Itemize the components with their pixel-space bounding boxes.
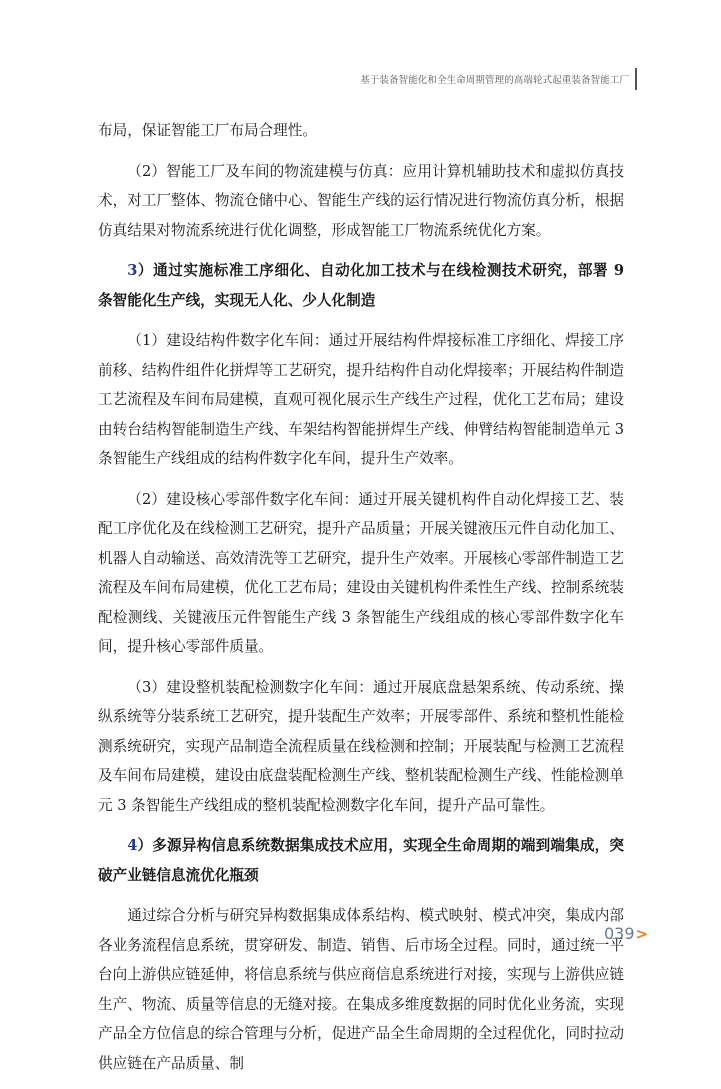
paragraph-core-parts-workshop: （2）建设核心零部件数字化车间：通过开展关键机构件自动化焊接工艺、装配工序优化及在线检测工艺研究，提升产品质量；开展关键液压元件自动化加工、机器人自动输送、高效清洗等工艺研究，提升生产效率。开展核心零部件制造工艺流程及车间布局建模，优化工艺布局；建设由关键机构件柔性生产线、控制系统装配检测线、关键液压元件智能生产线 3 条智能生产线组成的核心零部件数字化车间，提升核心零部件质量。: [98, 490, 624, 655]
page-number-value: 039: [604, 924, 635, 943]
heading-number: 3: [127, 262, 138, 279]
running-header-title: 基于装备智能化和全生命周期管理的高端轮式起重装备智能工厂: [360, 75, 629, 86]
paragraph-continuation: 布局，保证智能工厂布局合理性。: [98, 122, 317, 139]
header-divider-bar: [635, 68, 637, 90]
section-heading-3: [98, 256, 624, 315]
running-header: [360, 68, 637, 90]
heading-number: 4: [127, 837, 138, 854]
page-body: [98, 116, 624, 1089]
paragraph-data-integration: 通过综合分析与研究异构数据集成体系结构、模式映射、模式冲突，集成内部各业务流程信息系统，贯穿研发、制造、销售、后市场全过程。同时，通过统一平台向上游供应链延伸，将信息系统与供应商信息系统进行对接，实现与上游供应链生产、物流、质量等信息的无缝对接。在集成多维度数据的同时优化业务流，实现产品全方位信息的综合管理与分析，促进产品全生命周期的全过程优化，同时拉动供应链在产品质量、制: [98, 907, 624, 1072]
heading-text: ）通过实施标准工序细化、自动化加工技术与在线检测技术研究，部署 9 条智能化生产线，实现无人化、少人化制造: [98, 262, 624, 309]
section-heading-4: [98, 831, 624, 890]
paragraph-structural-workshop: （1）建设结构件数字化车间：通过开展结构件焊接标准工序细化、焊接工序前移、结构件组件化拼焊等工艺研究，提升结构件自动化焊接率；开展结构件制造工艺流程及车间布局建模，直观可视化展示生产线生产过程，优化工艺布局；建设由转台结构智能制造生产线、车架结构智能拼焊生产线、伸臂结构智能制造单元 3 条智能生产线组成的结构件数字化车间，提升生产效率。: [98, 332, 624, 467]
page-number: [604, 924, 648, 943]
paragraph-assembly-workshop: （3）建设整机装配检测数字化车间：通过开展底盘悬架系统、传动系统、操纵系统等分装系统工艺研究，提升装配生产效率；开展零部件、系统和整机性能检测系统研究，实现产品制造全流程质量在线检测和控制；开展装配与检测工艺流程及车间布局建模，建设由底盘装配检测生产线、整机装配检测生产线、性能检测单元 3 条智能生产线组成的整机装配检测数字化车间，提升产品可靠性。: [98, 678, 624, 814]
heading-text: ）多源异构信息系统数据集成技术应用，实现全生命周期的端到端集成，突破产业链信息流优化瓶颈: [98, 837, 624, 884]
next-arrow-icon: >: [635, 924, 649, 943]
paragraph-logistics-simulation: （2）智能工厂及车间的物流建模与仿真：应用计算机辅助技术和虚拟仿真技术，对工厂整体、物流仓储中心、智能生产线的运行情况进行物流仿真分析，根据仿真结果对物流系统进行优化调整，形成智能工厂物流系统优化方案。: [98, 162, 624, 239]
